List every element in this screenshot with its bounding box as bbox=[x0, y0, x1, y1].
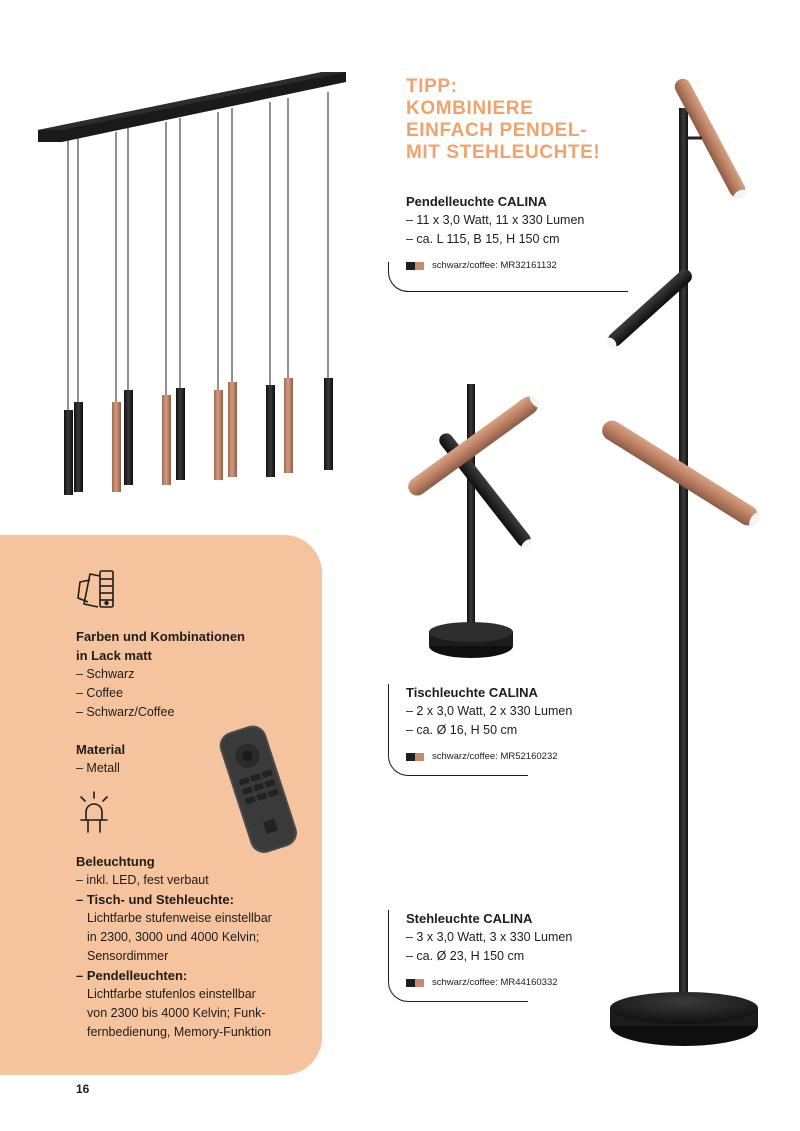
color-item: – Coffee bbox=[76, 686, 124, 700]
product-name: Tischleuchte CALINA bbox=[406, 685, 538, 700]
lighting-heading: Beleuchtung bbox=[76, 854, 155, 869]
table-lamp-image bbox=[395, 378, 565, 663]
tip-line: KOMBINIERE bbox=[406, 98, 534, 119]
product-spec: – 11 x 3,0 Watt, 11 x 330 Lumen bbox=[406, 213, 585, 227]
lighting-led: – inkl. LED, fest verbaut bbox=[76, 873, 209, 887]
table-floor-text: Sensordimmer bbox=[87, 949, 169, 963]
pendant-heading: – Pendelleuchten: bbox=[76, 968, 188, 983]
material-item: – Metall bbox=[76, 761, 120, 775]
table-floor-text: Lichtfarbe stufenweise einstellbar bbox=[87, 911, 272, 925]
product-spec: – ca. L 115, B 15, H 150 cm bbox=[406, 232, 560, 246]
product-spec: – ca. Ø 23, H 150 cm bbox=[406, 949, 525, 963]
table-floor-heading: – Tisch- und Stehleuchte: bbox=[76, 892, 234, 907]
colors-heading: Farben und Kombinationen bbox=[76, 629, 245, 644]
page-number: 16 bbox=[76, 1082, 90, 1096]
product-name: Stehleuchte CALINA bbox=[406, 911, 533, 926]
tip-line: TIPP: bbox=[406, 76, 458, 97]
pendant-lamp-image bbox=[30, 60, 360, 510]
product-spec: – 3 x 3,0 Watt, 3 x 330 Lumen bbox=[406, 930, 573, 944]
variant-text: schwarz/coffee: MR44160332 bbox=[432, 977, 558, 988]
color-item: – Schwarz bbox=[76, 667, 135, 681]
tip-line: MIT STEHLEUCHTE! bbox=[406, 142, 601, 163]
product-spec: – ca. Ø 16, H 50 cm bbox=[406, 723, 518, 737]
pendant-text: fernbedienung, Memory-Funktion bbox=[87, 1025, 272, 1039]
product-name: Pendelleuchte CALINA bbox=[406, 194, 547, 209]
bracket-line bbox=[388, 910, 528, 1002]
tip-line: EINFACH PENDEL- bbox=[406, 120, 588, 141]
variant-text: schwarz/coffee: MR32161132 bbox=[432, 260, 557, 271]
light-bulb-icon bbox=[74, 790, 114, 836]
table-floor-text: in 2300, 3000 und 4000 Kelvin; bbox=[87, 930, 260, 944]
colors-section bbox=[76, 627, 316, 722]
color-item: – Schwarz/Coffee bbox=[76, 705, 175, 719]
lighting-section bbox=[76, 852, 316, 1042]
product-spec: – 2 x 3,0 Watt, 2 x 330 Lumen bbox=[406, 704, 573, 718]
color-swatch-icon bbox=[74, 568, 120, 610]
colors-heading: in Lack matt bbox=[76, 648, 152, 663]
bracket-line bbox=[388, 262, 528, 292]
pendant-text: von 2300 bis 4000 Kelvin; Funk- bbox=[87, 1006, 266, 1020]
bracket-line bbox=[388, 684, 528, 776]
variant-text: schwarz/coffee: MR52160232 bbox=[432, 751, 558, 762]
material-heading: Material bbox=[76, 742, 126, 757]
remote-control-image bbox=[214, 718, 304, 858]
pendant-text: Lichtfarbe stufenlos einstellbar bbox=[87, 987, 256, 1001]
